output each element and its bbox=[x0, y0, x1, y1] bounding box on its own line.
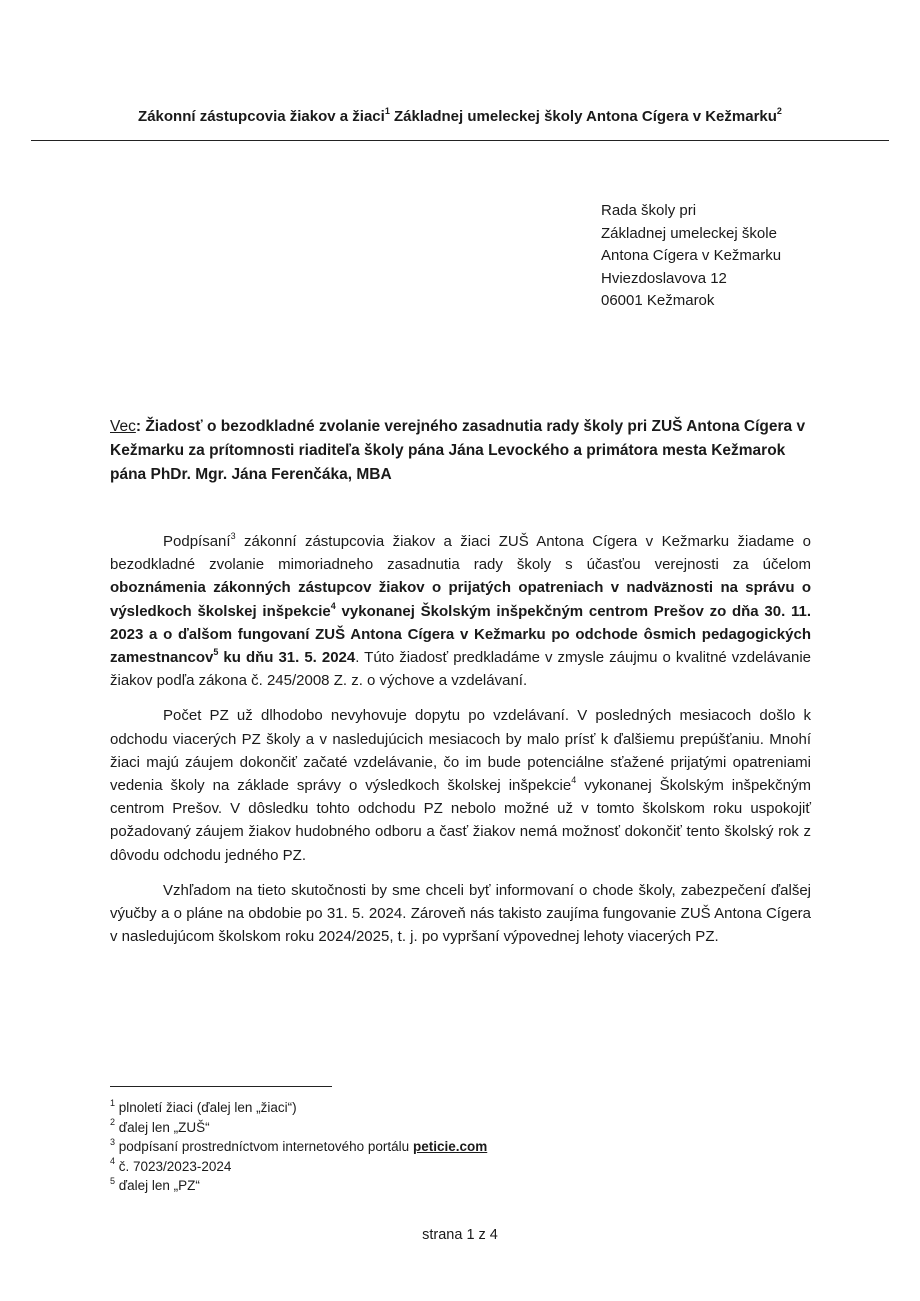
recipient-address bbox=[601, 200, 781, 313]
document-header bbox=[0, 106, 920, 128]
header-text-part1: Zákonní zástupcovia žiakov a žiaci bbox=[138, 108, 385, 125]
footnote-number: 5 bbox=[110, 1175, 116, 1186]
footnote-number: 2 bbox=[110, 1117, 116, 1127]
subject-line bbox=[110, 415, 810, 487]
letter-body bbox=[110, 530, 811, 960]
footnote-number: 1 bbox=[110, 1097, 116, 1108]
p2-text-a: Počet PZ už dlhodobo nevyhovuje dopytu po vzdelávaní. V posledných mesiacoch došlo k odchodu viacerých PZ školy a v nasledujúcich mesiacoch by malo prísť k ďalšiemu prepúšťaniu. Mnohí žiaci majú záujem dokončiť začaté vzdelávanie, čo im bude potenciálne sťažené prijatými opatreniami vedenia školy na základe správy o výsledkoch školskej inšpekcie bbox=[110, 707, 811, 795]
p1-bold-1: oboznámenia zákonných zástupcov žiakov o prijatých opatreniach v nadväznosti na správu o výsledkoch školskej inšpekcie bbox=[110, 579, 811, 620]
p1-text-c: . Túto žiadosť predkladáme v zmysle záujmu o kvalitné vzdelávanie žiakov podľa zákona č. 245/2008 Z. z. o výchove a vzdelávaní. bbox=[110, 649, 811, 690]
footnote-ref-1: 1 bbox=[384, 106, 390, 116]
footnote bbox=[110, 1137, 487, 1157]
footnote-text: ďalej len „PZ“ bbox=[115, 1178, 200, 1193]
p1-bold-3: ku dňu 31. 5. 2024 bbox=[218, 649, 356, 667]
footnote bbox=[110, 1098, 487, 1118]
footnote-text: podpísaní prostredníctvom internetového portálu bbox=[115, 1139, 413, 1154]
footnote-text: č. 7023/2023-2024 bbox=[115, 1158, 232, 1174]
paragraph-1 bbox=[110, 530, 811, 692]
subject-text: Žiadosť o bezodkladné zvolanie verejného zasadnutia rady školy pri ZUŠ Antona Cígera v Kežmarku za prítomnosti riaditeľa školy pána Jána Levockého a primátora mesta Kežmarok pána PhDr. Mgr. Jána Ferenčáka, MBA bbox=[110, 418, 806, 483]
footnote bbox=[110, 1118, 487, 1138]
p1-text-a: Podpísaní bbox=[163, 533, 231, 550]
page-number: strana 1 z 4 bbox=[422, 1227, 498, 1243]
footnote-ref-2: 2 bbox=[776, 106, 782, 116]
footnote-number: 3 bbox=[110, 1136, 116, 1147]
paragraph-3: Vzhľadom na tieto skutočnosti by sme chceli byť informovaní o chode školy, zabezpečení ďalšej výučby a o pláne na obdobie po 31. 5. 2024. Zároveň nás takisto zaujíma fungovanie ZUŠ Antona Cígera v nasledujúcom školskom roku 2024/2025, t. j. po vypršaní výpovednej lehoty viacerých PZ. bbox=[110, 881, 811, 946]
address-line: Rada školy pri bbox=[601, 202, 697, 219]
p1-bold-2: vykonanej Školským inšpekčným centrom Prešov zo dňa 30. 11. 2023 a o ďalšom fungovaní ZUŠ Antona Cígera v Kežmarku po odchode ôsmich pedagogických zamestnancov bbox=[110, 602, 811, 667]
subject-colon: : bbox=[135, 418, 146, 435]
footnote-ref-5: 5 bbox=[213, 647, 219, 658]
address-line: Hviezdoslavova 12 bbox=[601, 269, 727, 287]
footnote bbox=[110, 1157, 487, 1177]
footnote-text: ďalej len „ZUŠ“ bbox=[115, 1119, 210, 1135]
paragraph-2 bbox=[110, 704, 811, 866]
footnote-divider bbox=[110, 1086, 332, 1087]
footnotes bbox=[110, 1098, 487, 1196]
footnote bbox=[110, 1176, 487, 1196]
address-line: Antona Cígera v Kežmarku bbox=[601, 247, 782, 264]
footnote-ref-4: 4 bbox=[571, 775, 577, 786]
p2-text-b: vykonanej Školským inšpekčným centrom Prešov. V dôsledku tohto odchodu PZ nebolo možné už v tomto školskom roku uspokojiť požadovaný záujem žiakov hudobného odboru a časť žiakov nemá možnosť dokončiť tento školský rok z dôvodu odchodu jedného PZ. bbox=[110, 777, 811, 864]
footnote-ref-4: 4 bbox=[330, 600, 336, 611]
subject-label: Vec bbox=[110, 418, 136, 435]
peticie-link[interactable]: peticie.com bbox=[412, 1139, 488, 1154]
address-line: Základnej umeleckej škole bbox=[601, 224, 777, 242]
footnote-text: plnoletí žiaci (ďalej len „žiaci“) bbox=[115, 1100, 297, 1115]
header-text-part2: Základnej umeleckej školy Antona Cígera v Kežmarku bbox=[389, 108, 777, 125]
address-line: 06001 Kežmarok bbox=[601, 292, 715, 309]
footnote-number: 4 bbox=[110, 1156, 116, 1166]
header-divider bbox=[31, 140, 889, 141]
p1-text-b: zákonní zástupcovia žiakov a žiaci ZUŠ Antona Cígera v Kežmarku žiadame o bezodkladné zvolanie mimoriadneho zasadnutia rady školy s účasťou verejnosti za účelom bbox=[110, 533, 811, 574]
footnote-ref-3: 3 bbox=[230, 531, 236, 541]
